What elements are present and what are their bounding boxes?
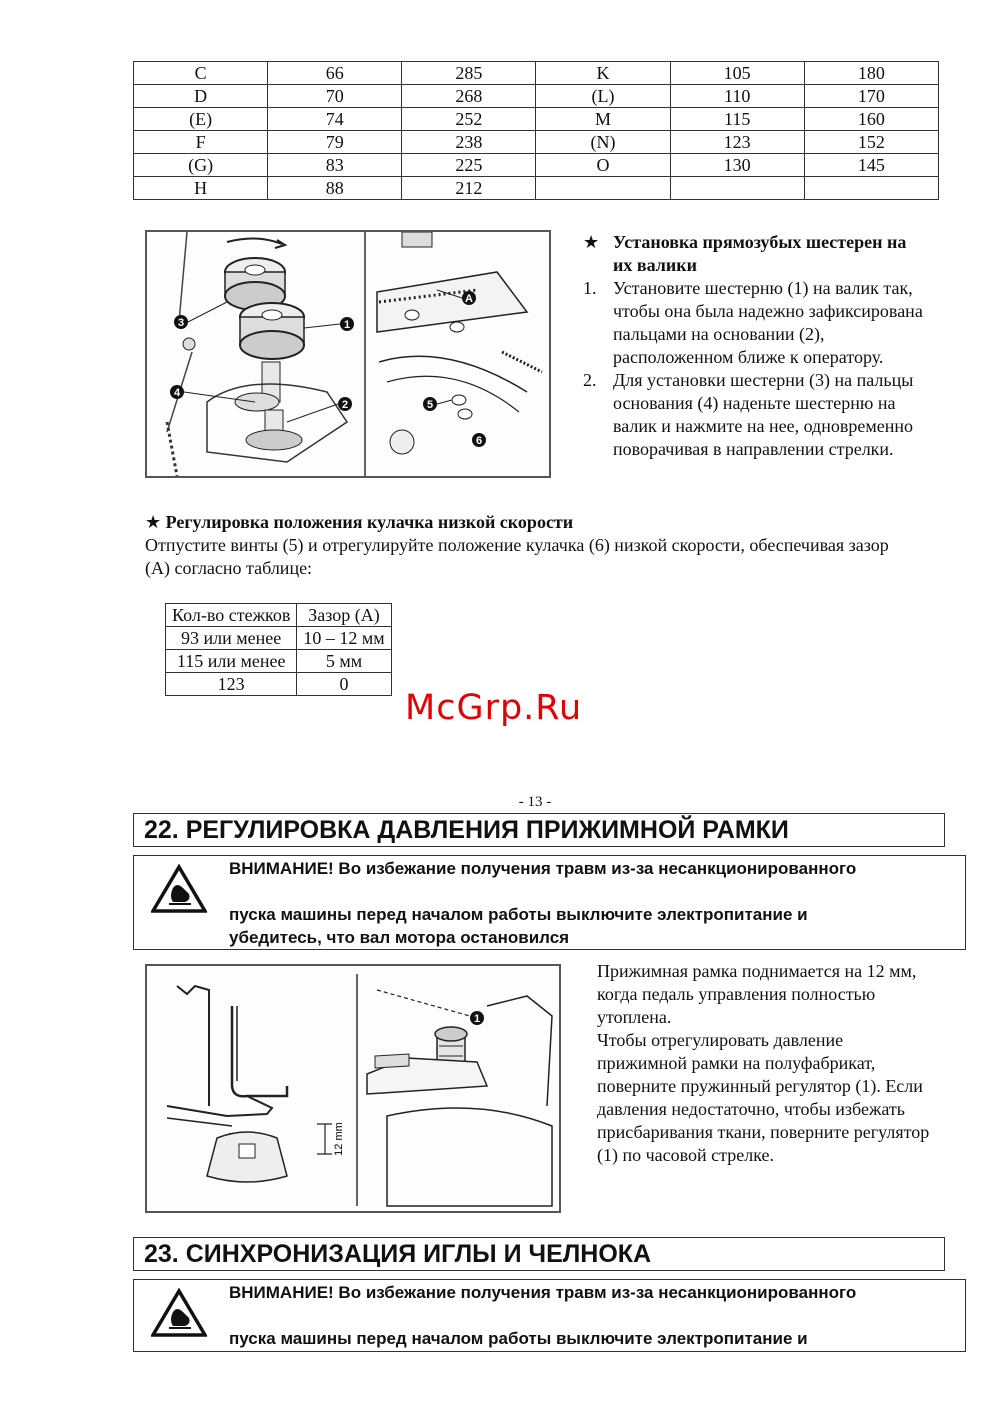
star-icon: ★ xyxy=(145,512,162,532)
section-22-warning xyxy=(133,855,966,950)
section-23-title: 23. СИНХРОНИЗАЦИЯ ИГЛЫ И ЧЕЛНОКА xyxy=(133,1237,945,1271)
table-cell: 93 или менее xyxy=(166,627,297,650)
table-cell: 123 xyxy=(670,131,804,154)
table-cell: (L) xyxy=(536,85,670,108)
table-cell xyxy=(536,177,670,200)
gap-table-header: Зазор (A) xyxy=(297,604,391,627)
table-cell: 79 xyxy=(268,131,402,154)
table-cell: F xyxy=(134,131,268,154)
table-row xyxy=(134,85,939,108)
table-cell: 268 xyxy=(402,85,536,108)
table-cell: 115 или менее xyxy=(166,650,297,673)
table-cell: 88 xyxy=(268,177,402,200)
fig1-callout-5: 5 xyxy=(426,399,434,411)
table-cell: 285 xyxy=(402,62,536,85)
fig1-callout-4: 4 xyxy=(173,387,181,399)
table-cell: 123 xyxy=(166,673,297,696)
table-cell: 110 xyxy=(670,85,804,108)
list-item xyxy=(583,369,923,461)
fig1-callout-6: 6 xyxy=(475,435,483,447)
table-cell: 238 xyxy=(402,131,536,154)
step-text: Для установки шестерни (3) на пальцы основания (4) наденьте шестерню на валик и нажмите на нее, одновременно поворачивая в направлении стрелки. xyxy=(613,370,914,459)
table-cell: 152 xyxy=(804,131,938,154)
table-cell: 74 xyxy=(268,108,402,131)
table-cell: 10 – 12 мм xyxy=(297,627,391,650)
fig1-callout-2: 2 xyxy=(341,399,349,411)
fig1-callout-A: A xyxy=(465,293,473,305)
watermark: McGrp.Ru xyxy=(405,688,583,728)
table-cell: 83 xyxy=(268,154,402,177)
presser-frame-figure xyxy=(145,964,561,1213)
presser-frame-illustration xyxy=(147,966,559,1211)
table-row xyxy=(134,177,939,200)
fig1-callout-1: 1 xyxy=(343,319,351,331)
table-row xyxy=(134,108,939,131)
gear-section-title: Установка прямозубых шестерен на их валики xyxy=(613,232,907,275)
section-22-text: Прижимная рамка поднимается на 12 мм, когда педаль управления полностью утоплена. Чтобы отрегулировать давление прижимной рамки на полуфабрикат, поверните пружинный регулятор (1). Если давления недостаточно, чтобы избежать присбаривания ткани, поверните регулятор (1) по часовой стрелке. xyxy=(597,961,930,1165)
gear-steps-list xyxy=(583,277,923,461)
fig2-callout-1: 1 xyxy=(473,1013,481,1025)
hand-warning-icon xyxy=(151,864,207,914)
table-cell: M xyxy=(536,108,670,131)
warning-line-2: пуска машины перед началом работы выключите электропитание и xyxy=(229,905,808,924)
table-cell: 225 xyxy=(402,154,536,177)
gap-table-header: Кол-во стежков xyxy=(166,604,297,627)
table-cell: (N) xyxy=(536,131,670,154)
cam-section-title: Регулировка положения кулачка низкой скорости xyxy=(165,512,574,532)
table-cell: 160 xyxy=(804,108,938,131)
hand-warning-icon xyxy=(151,1288,207,1338)
gear-cam-figure xyxy=(145,230,551,478)
table-cell: 5 мм xyxy=(297,650,391,673)
table-cell: H xyxy=(134,177,268,200)
table-cell xyxy=(804,177,938,200)
table-cell: 105 xyxy=(670,62,804,85)
warning-line-2: пуска машины перед началом работы выключите электропитание и xyxy=(229,1329,808,1348)
warning-line-1: ВНИМАНИЕ! Во избежание получения травм из-за несанкционированного xyxy=(229,1283,857,1302)
stitch-table xyxy=(133,61,939,200)
gear-cam-illustration xyxy=(147,232,549,476)
table-cell: 130 xyxy=(670,154,804,177)
table-cell: D xyxy=(134,85,268,108)
fig1-callout-3: 3 xyxy=(177,317,185,329)
table-cell: (G) xyxy=(134,154,268,177)
table-row xyxy=(134,131,939,154)
warning-line-1: ВНИМАНИЕ! Во избежание получения травм из-за несанкционированного xyxy=(229,859,857,878)
table-cell: 70 xyxy=(268,85,402,108)
step-number: 1. xyxy=(583,278,597,298)
table-row xyxy=(166,673,392,696)
table-cell xyxy=(670,177,804,200)
table-row xyxy=(134,154,939,177)
gear-section xyxy=(583,231,923,461)
cam-section xyxy=(145,511,905,580)
table-cell: 170 xyxy=(804,85,938,108)
section-22-title: 22. РЕГУЛИРОВКА ДАВЛЕНИЯ ПРИЖИМНОЙ РАМКИ xyxy=(133,813,945,847)
table-cell: 115 xyxy=(670,108,804,131)
cam-section-text: Отпустите винты (5) и отрегулируйте положение кулачка (6) низкой скорости, обеспечивая зазор (A) согласно таблице: xyxy=(145,535,889,578)
table-cell: C xyxy=(134,62,268,85)
page-number: - 13 - xyxy=(518,794,552,810)
list-item xyxy=(583,277,923,369)
table-row xyxy=(166,650,392,673)
table-cell: 180 xyxy=(804,62,938,85)
step-text: Установите шестерню (1) на валик так, чтобы она была надежно зафиксирована пальцами на основании (2), расположенном ближе к оператору. xyxy=(613,278,923,367)
star-icon: ★ xyxy=(583,232,600,252)
fig2-12mm-label: 12 mm xyxy=(333,1122,345,1156)
gap-table xyxy=(165,603,392,696)
table-cell: 212 xyxy=(402,177,536,200)
table-cell: K xyxy=(536,62,670,85)
step-number: 2. xyxy=(583,370,597,390)
table-cell: (E) xyxy=(134,108,268,131)
table-cell: 66 xyxy=(268,62,402,85)
table-cell: 0 xyxy=(297,673,391,696)
table-row xyxy=(166,627,392,650)
warning-line-3: убедитесь, что вал мотора остановился xyxy=(229,928,570,947)
table-cell: O xyxy=(536,154,670,177)
table-cell: 145 xyxy=(804,154,938,177)
gear-1-icon xyxy=(240,303,304,359)
table-row xyxy=(134,62,939,85)
section-23-warning xyxy=(133,1279,966,1352)
table-cell: 252 xyxy=(402,108,536,131)
